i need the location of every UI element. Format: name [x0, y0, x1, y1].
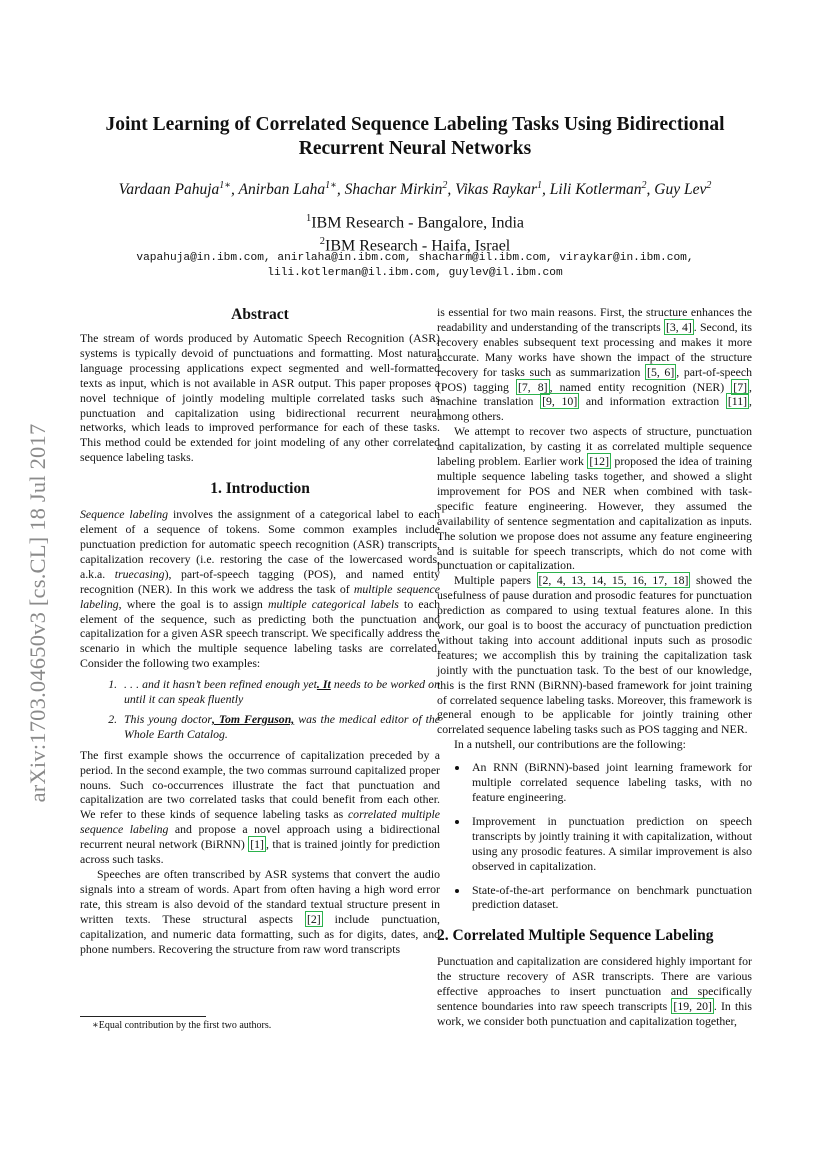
- author: Lili Kotlerman$^2$: [549, 180, 647, 199]
- title-line-2: Recurrent Neural Networks: [298, 138, 532, 159]
- citation-link[interactable]: [19, 20]: [673, 999, 712, 1014]
- body-paragraph: Punctuation and capitalization are considered highly important for the structure recovery of ASR transcripts. There are various effective approaches to insert punctuation and specifically sentence boundaries into raw speech transcripts [19, 20] . In this work, we consider both punctuation and capitalization together,: [437, 954, 752, 1028]
- affiliation: $^2$IBM Research - Haifa, Israel: [319, 236, 511, 255]
- citation-link[interactable]: [7, 8]: [517, 379, 548, 394]
- contribution-item: • Improvement in punctuation prediction on speech transcripts by jointly training it with capitalization, without using any prosodic features. A similar improvement is also observed in capitalization.: [469, 814, 752, 874]
- right-column: [437, 305, 752, 1029]
- citation-link[interactable]: [7]: [733, 379, 748, 394]
- citation-link[interactable]: [2, 4, 13, 14, 15, 16, 17, 18]: [538, 573, 689, 588]
- citation-link[interactable]: [11]: [727, 394, 748, 409]
- abstract-text: The stream of words produced by Automatic Speech Recognition (ASR) systems is typically devoid of punctuations and formatting. Most natural language processing applications expect segmented and well-formatted texts as input, which is not available in ASR output. This paper proposes a novel technique of jointly modeling multiple correlated tasks such as punctuation and capitalization using bidirectional recurrent neural networks, which leads to improved performance for each of these tasks. This method could be extended for joint modeling of any other correlated sequence labeling tasks.: [80, 331, 440, 465]
- email-list: [60, 251, 770, 281]
- citation-link[interactable]: [2]: [306, 911, 321, 926]
- body-paragraph: We attempt to recover two aspects of structure, punctuation and capitalization, by casting it as correlated multiple sequence labeling problem. Earlier work [12] proposed the idea of training multiple sequence labeling tasks together, and showed a slight improvement for POS and NER when combined with task-specific feature engineering. However, they assumed the availability of sentence segmentation and capitalization as inputs. The solution we propose does not assume any feature engineering and is suitable for speech transcripts, which do not come with punctuation or capitalization.: [437, 424, 752, 573]
- footnote: ∗Equal contribution by the first two authors.: [92, 1020, 272, 1031]
- section-2-heading: 2. Correlated Multiple Sequence Labeling: [437, 927, 714, 945]
- author-list: Vardaan Pahuja$^{1∗}$, Anirban Laha$^{1∗}$, Shachar Mirkin$^2$, Vikas Raykar$^1$, Lili Kotlerman$^2$, Guy Lev$^2$: [118, 180, 712, 199]
- email-line: vapahuja@in.ibm.com, anirlaha@in.ibm.com, shacharm@il.ibm.com, viraykar@in.ibm.com,: [136, 252, 694, 264]
- footnote-rule: [80, 1016, 206, 1017]
- author: Anirban Laha$^{1∗}$: [238, 180, 337, 199]
- intro-paragraph: Speeches are often transcribed by ASR systems that convert the audio signals into a stream of words. Apart from often having a high word error rate, this stream is also devoid of the standard textual structure present in written texts. These structural aspects [2] include punctuation, capitalization, and numeric data formatting, such as for digits, dates, and phone numbers. Recovering the structure from raw word transcripts: [80, 867, 440, 956]
- intro-paragraph: The first example shows the occurrence of capitalization preceded by a period. In the second example, the two commas surround capitalized proper nouns. Such co-occurrences illustrate the fact that punctuation and capitalization are two correlated tasks that could benefit from each other. We refer to these kinds of sequence labeling tasks as correlated multiple sequence labeling and propose a novel approach using a bidirectional recurrent neural network (BiRNN) [1] , that is trained jointly for prediction across such tasks.: [80, 747, 440, 867]
- body-paragraph: Multiple papers [2, 4, 13, 14, 15, 16, 17, 18] showed the usefulness of pause duration and prosodic features for punctuation prediction as compared to using textual features alone. In this work, our goal is to boost the accuracy of punctuation prediction without taking into account additional inputs such as prosodic features; we accomplish this by training the capitalization task jointly with the punctuation task. To the best of our knowledge, this is the first RNN (BiRNN)-based framework for joint training of correlated sequence labeling tasks. Moreover, this framework is general enough to be applicable for jointly training other correlated sequence labeling tasks such as POS tagging and NER.: [437, 573, 752, 737]
- example-item: 2. This young doctor, Tom Ferguson, was the medical editor of the Whole Earth Catalog.: [120, 712, 440, 742]
- citation-link[interactable]: [5, 6]: [647, 364, 675, 379]
- left-column: [80, 305, 440, 956]
- affiliation: $^1$IBM Research - Bangalore, India: [305, 213, 525, 232]
- intro-paragraph: Sequence labeling involves the assignment of a categorical label to each element of a sequence of tokens. Some common examples include punctuation prediction for automatic speech recognition (ASR) transcripts, capitalization recovery (i.e. restoring the case of the lowercased words, a.k.a. truecasing), part-of-speech tagging (POS), and named entity recognition (NER). In this work we address the task of multiple sequence labeling, where the goal is to assign multiple categorical labels to each element of the sequence, such as predicting both the punctuation and capitalization for a given ASR speech transcript. We specifically address the scenario in which the multiple sequence labeling tasks are correlated. Consider the following two examples:: [80, 507, 440, 671]
- affiliations: [60, 209, 770, 256]
- citation-link[interactable]: [1]: [250, 837, 264, 852]
- contribution-item: • State-of-the-art performance on benchmark punctuation prediction dataset.: [469, 883, 752, 913]
- paper-title: [60, 113, 770, 161]
- example-item: 1. . . . and it hasn’t been refined enough yet. It needs to be worked on until it can speak fluently: [120, 677, 440, 707]
- citation-link[interactable]: [9, 10]: [542, 394, 578, 409]
- author: Guy Lev$^2$: [654, 180, 712, 199]
- intro-heading: 1. Introduction: [210, 480, 310, 498]
- citation-link[interactable]: [3, 4]: [665, 319, 692, 334]
- author: Shachar Mirkin$^2$: [344, 180, 448, 199]
- contribution-item: • An RNN (BiRNN)-based joint learning framework for multiple correlated sequence labeling tasks, with no feature engineering.: [469, 760, 752, 805]
- author: Vardaan Pahuja$^{1∗}$: [118, 180, 232, 199]
- abstract-heading: Abstract: [231, 306, 289, 323]
- author: Vikas Raykar$^1$: [455, 180, 543, 199]
- email-line: lili.kotlerman@il.ibm.com, guylev@il.ibm.com: [267, 267, 563, 279]
- title-line-1: Joint Learning of Correlated Sequence Labeling Tasks Using Bidirectional: [105, 114, 725, 135]
- contribution-list: [437, 760, 752, 912]
- arxiv-stamp: arXiv:1703.04650v3 [cs.CL] 18 Jul 2017: [25, 423, 50, 803]
- body-paragraph: In a nutshell, our contributions are the following:: [454, 737, 686, 752]
- example-list: [80, 677, 440, 742]
- body-paragraph: is essential for two main reasons. First, the structure enhances the readability and understanding of the transcripts [3, 4] . Second, its recovery enables subsequent text processing and makes it more accurate. Many works have shown the impact of the structure recovery for tasks such as summarization [5, 6] , part-of-speech (POS) tagging [7, 8] , named entity recognition (NER) [7] , machine translation [9, 10] and information extraction [11] , among others.: [437, 305, 752, 424]
- citation-link[interactable]: [12]: [589, 454, 609, 469]
